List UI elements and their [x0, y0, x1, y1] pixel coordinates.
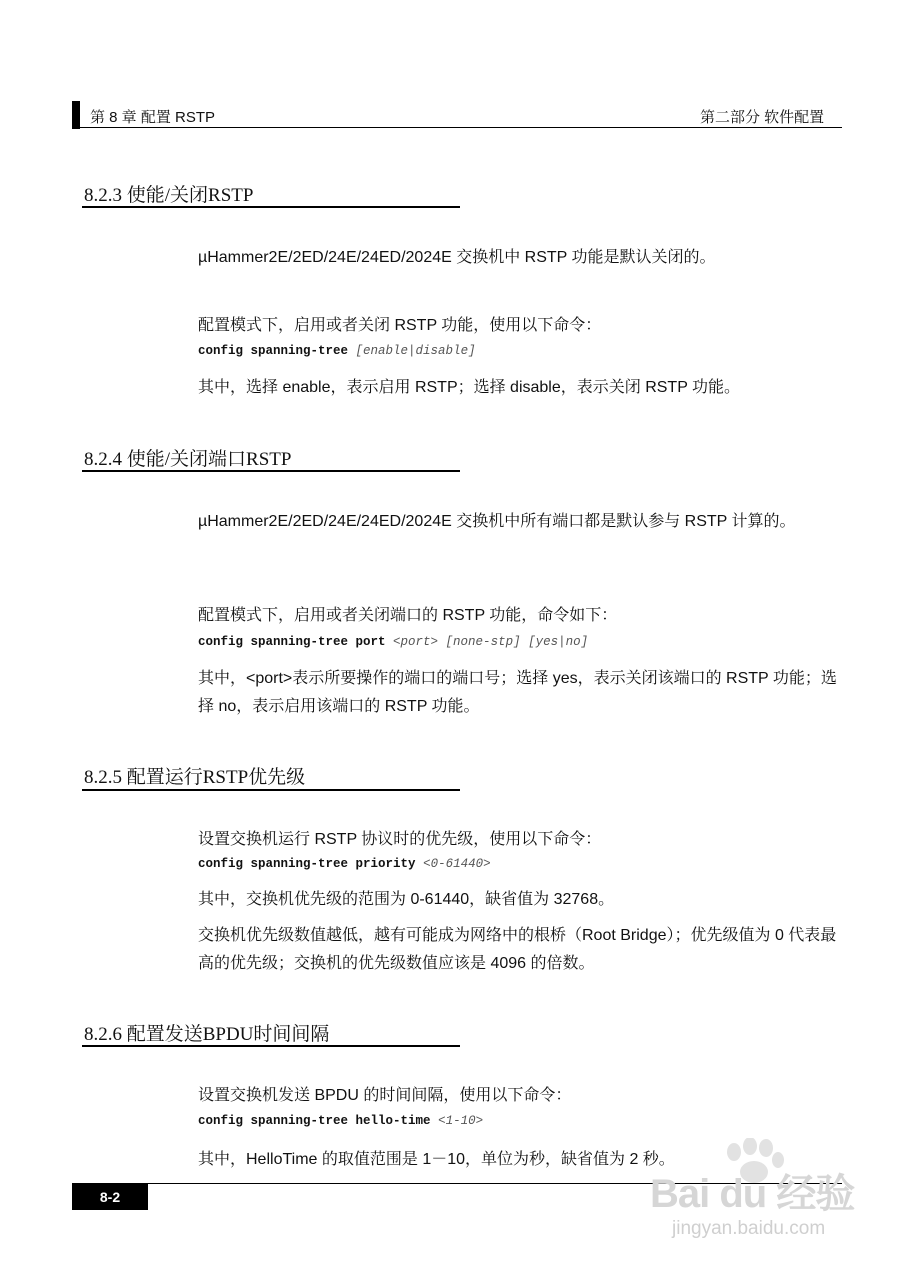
command-lead: 设置交换机运行 RSTP 协议时的优先级，使用以下命令：	[198, 831, 602, 848]
command-line	[198, 344, 476, 358]
command-line	[198, 857, 491, 871]
section-rule	[82, 206, 460, 208]
part-title: 第二部分 软件配置	[700, 109, 825, 126]
command-description: 其中，选择 enable，表示启用 RSTP；选择 disable，表示关闭 RSTP 功能。	[198, 379, 741, 396]
command-description: 其中，<port>表示所要操作的端口的端口号；选择 yes，表示关闭该端口的 RSTP 功能；选择 no，表示启用该端口的 RSTP 功能。	[198, 670, 837, 715]
chapter-title: 第 8 章 配置 RSTP	[90, 109, 216, 126]
section-rule	[82, 470, 460, 472]
command-keyword: config spanning-tree	[198, 344, 349, 358]
priority-note: 交换机优先级数值越低，越有可能成为网络中的根桥（Root Bridge）；优先级值为 0 代表最高的优先级；交换机的优先级数值应该是 4096 的倍数。	[198, 927, 837, 972]
command-argument: <0-61440>	[423, 857, 491, 871]
section-intro: µHammer2E/2ED/24E/24ED/2024E 交换机中所有端口都是默认参与 RSTP 计算的。	[198, 513, 796, 530]
watermark-url: jingyan.baidu.com	[672, 1218, 826, 1239]
command-lead: 设置交换机发送 BPDU 的时间间隔，使用以下命令：	[198, 1087, 572, 1104]
command-description: 其中，HelloTime 的取值范围是 1－10，单位为秒，缺省值为 2 秒。	[198, 1151, 675, 1168]
command-lead: 配置模式下，启用或者关闭端口的 RSTP 功能，命令如下：	[198, 607, 618, 624]
section-title-8-2-5: 8.2.5 配置运行RSTP优先级	[84, 767, 306, 788]
section-title-8-2-4: 8.2.4 使能/关闭端口RSTP	[84, 449, 292, 470]
section-intro: µHammer2E/2ED/24E/24ED/2024E 交换机中 RSTP 功能是默认关闭的。	[198, 249, 716, 266]
header-rule	[72, 127, 842, 128]
command-keyword: config spanning-tree port	[198, 635, 386, 649]
command-lead: 配置模式下，启用或者关闭 RSTP 功能，使用以下命令：	[198, 317, 602, 334]
page-number: 8-2	[72, 1184, 148, 1210]
command-argument: [enable|disable]	[355, 344, 476, 358]
section-rule	[82, 1045, 460, 1047]
command-description: 其中，交换机优先级的范围为 0-61440，缺省值为 32768。	[198, 891, 615, 908]
header-bar	[72, 101, 80, 129]
section-title-8-2-6: 8.2.6 配置发送BPDU时间间隔	[84, 1024, 330, 1045]
section-title-8-2-3: 8.2.3 使能/关闭RSTP	[84, 185, 254, 206]
command-keyword: config spanning-tree priority	[198, 857, 416, 871]
command-line	[198, 635, 588, 649]
command-argument: <1-10>	[438, 1114, 484, 1128]
command-keyword: config spanning-tree hello-time	[198, 1114, 431, 1128]
watermark-logo: Bai du 经验	[650, 1172, 855, 1216]
section-rule	[82, 789, 460, 791]
command-line	[198, 1114, 483, 1128]
command-argument: <port> [none-stp] [yes|no]	[393, 635, 589, 649]
